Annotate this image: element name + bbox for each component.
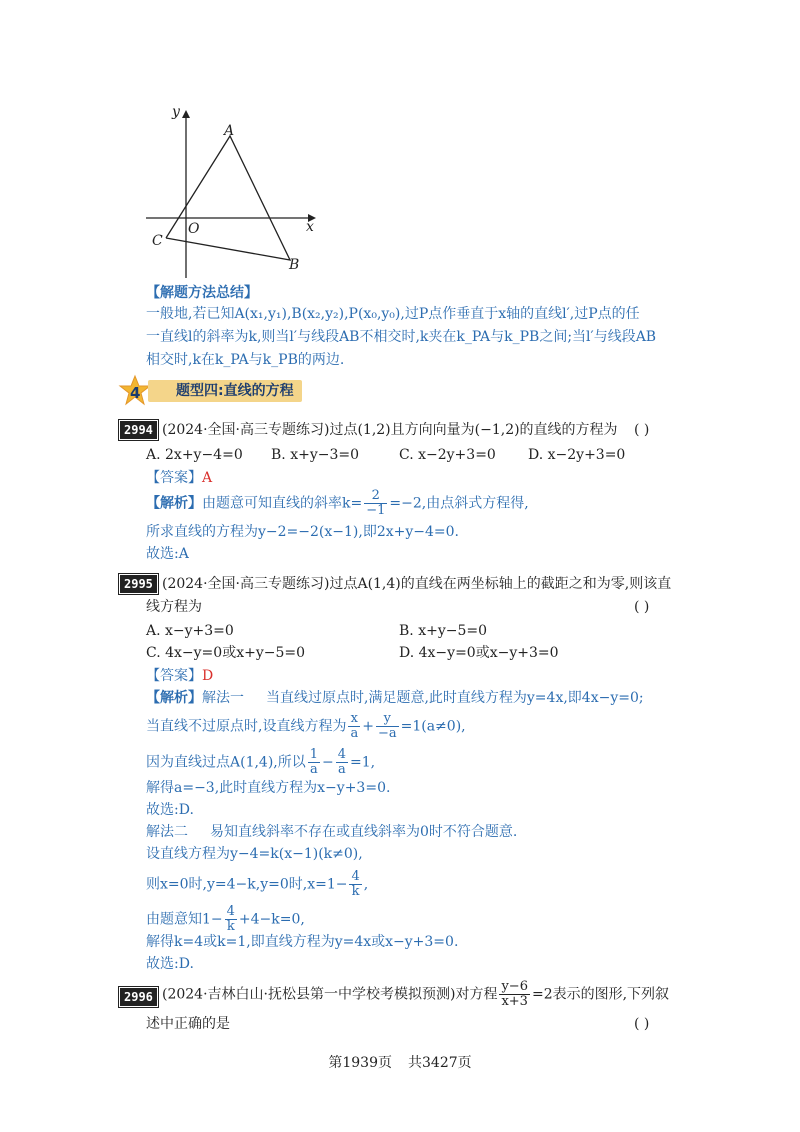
analysis-text: 当直线不过原点时,设直线方程为 — [146, 718, 347, 735]
page-number: 第1939页 — [328, 1055, 392, 1071]
q2994-analysis-2: 所求直线的方程为y−2=−2(x−1),即2x+y−4=0. — [146, 524, 459, 540]
q2995-method2-line5: 解得k=4或k=1,即直线方程为y=4x或x−y+3=0. — [146, 934, 459, 950]
q2995-stem-1: (2024·全国·高三专题练习)过点A(1,4)的直线在两坐标轴上的截距之和为零,则该直 — [162, 576, 672, 592]
q2994-analysis-1 — [146, 489, 529, 518]
q2995-stem-2: 线方程为 — [146, 599, 202, 615]
analysis-label: 【解析】 — [146, 690, 202, 706]
q2994-stem: (2024·全国·高三专题练习)过点(1,2)且方向向量为(−1,2)的直线的方程为 — [162, 422, 618, 438]
question-number-2996: 2996 — [120, 988, 157, 1006]
q2995-method1-line3 — [146, 748, 375, 777]
summary-line-3: 相交时,k在k_PA与k_PB的两边. — [146, 352, 345, 368]
y-axis-arrow-icon — [182, 110, 190, 118]
page-total: 共3427页 — [408, 1055, 472, 1071]
fraction: $\frac{1}{a}$ — [309, 747, 319, 777]
analysis-text: 当直线过原点时,满足题意,此时直线方程为y=4x,即4x−y=0; — [266, 690, 644, 706]
method-label: 解法二 — [146, 824, 188, 840]
operator: + — [362, 718, 374, 735]
q2995-option-a[interactable]: A. x−y+3=0 — [146, 623, 234, 639]
analysis-text: 则x=0时,y=4−k,y=0时,x=1− — [146, 876, 348, 893]
q2995-method1-line1 — [146, 689, 644, 707]
q2995-option-d[interactable]: D. 4x−y=0或x−y+3=0 — [399, 645, 559, 661]
analysis-text: 由题意可知直线的斜率k= — [202, 495, 363, 512]
label-c: C — [152, 233, 163, 249]
analysis-text: 因为直线过点A(1,4),所以 — [146, 754, 306, 771]
operator: − — [322, 754, 334, 771]
q2995-option-b[interactable]: B. x+y−5=0 — [399, 623, 487, 639]
q2994-option-a[interactable]: A. 2x+y−4=0 — [146, 447, 243, 463]
analysis-text: 由题意知1− — [146, 911, 223, 928]
answer-value: D — [202, 668, 214, 684]
q2994-analysis-3: 故选:A — [146, 546, 189, 562]
analysis-text: +4−k=0, — [238, 911, 305, 928]
analysis-label: 【解析】 — [146, 495, 202, 512]
analysis-text: =1, — [350, 754, 376, 771]
fraction: $\frac{y-6}{x+3}$ — [501, 979, 528, 1009]
q2995-method2-line4 — [146, 905, 305, 934]
q2994-option-c[interactable]: C. x−2y+3=0 — [399, 447, 496, 463]
analysis-text: =1(a≠0), — [400, 718, 466, 735]
fraction: $\frac{x}{a}$ — [350, 711, 359, 741]
answer-label: 【答案】 — [146, 470, 202, 486]
label-b: B — [289, 257, 300, 273]
stem-text: =2表示的图形,下列叙 — [531, 986, 670, 1003]
triangle-abc — [166, 136, 290, 260]
coordinate-diagram — [140, 100, 330, 280]
summary-line-2: 一直线l的斜率为k,则当l′与线段AB不相交时,k夹在k_PA与k_PB之间;当l′与线段AB — [146, 329, 657, 345]
fraction: $\frac{y}{-a}$ — [377, 711, 397, 741]
q2995-method2-line6: 故选:D. — [146, 956, 194, 972]
answer-value: A — [202, 470, 213, 486]
summary-title: 【解题方法总结】 — [146, 285, 258, 301]
analysis-text: =−2,由点斜式方程得, — [389, 495, 529, 512]
q2995-method2-line2: 设直线方程为y−4=k(x−1)(k≠0), — [146, 846, 363, 862]
fraction: $\frac{4}{k}$ — [351, 869, 360, 899]
question-number-2995: 2995 — [120, 575, 157, 593]
q2995-paren: ( ) — [634, 599, 650, 615]
page-footer — [0, 1052, 800, 1072]
label-y: y — [172, 104, 180, 120]
analysis-text: , — [363, 876, 369, 893]
q2995-method1-line5: 故选:D. — [146, 802, 194, 818]
q2996-stem-1 — [162, 980, 669, 1009]
section-number: 4 — [130, 384, 141, 402]
q2995-answer — [146, 667, 213, 685]
label-a: A — [224, 123, 235, 139]
q2995-method2-line1 — [146, 823, 517, 841]
label-x: x — [306, 219, 314, 235]
answer-label: 【答案】 — [146, 668, 202, 684]
q2994-answer — [146, 469, 212, 487]
question-number-2994: 2994 — [120, 421, 157, 439]
q2994-option-d[interactable]: D. x−2y+3=0 — [528, 447, 626, 463]
section-title: 题型四:直线的方程 — [148, 380, 302, 402]
q2994-paren: ( ) — [634, 422, 650, 438]
q2996-paren: ( ) — [634, 1016, 650, 1032]
q2995-option-c[interactable]: C. 4x−y=0或x+y−5=0 — [146, 645, 306, 661]
label-o: O — [188, 221, 200, 237]
fraction: $\frac{4}{k}$ — [226, 904, 235, 934]
q2995-method1-line2 — [146, 712, 466, 741]
q2995-method2-line3 — [146, 870, 368, 899]
q2994-option-b[interactable]: B. x+y−3=0 — [271, 447, 359, 463]
stem-text: (2024·吉林白山·抚松县第一中学校考模拟预测)对方程 — [162, 986, 498, 1003]
fraction: $\frac{4}{a}$ — [337, 747, 347, 777]
q2996-stem-2: 述中正确的是 — [146, 1016, 230, 1032]
method-label: 解法一 — [202, 690, 244, 706]
q2995-method1-line4: 解得a=−3,此时直线方程为x−y+3=0. — [146, 780, 391, 796]
analysis-text: 易知直线斜率不存在或直线斜率为0时不符合题意. — [210, 824, 518, 840]
summary-line-1: 一般地,若已知A(x₁,y₁),B(x₂,y₂),P(x₀,y₀),过P点作垂直于x轴的直线l′,过P点的任 — [146, 306, 640, 322]
fraction: $\frac{2}{-1}$ — [366, 488, 386, 518]
